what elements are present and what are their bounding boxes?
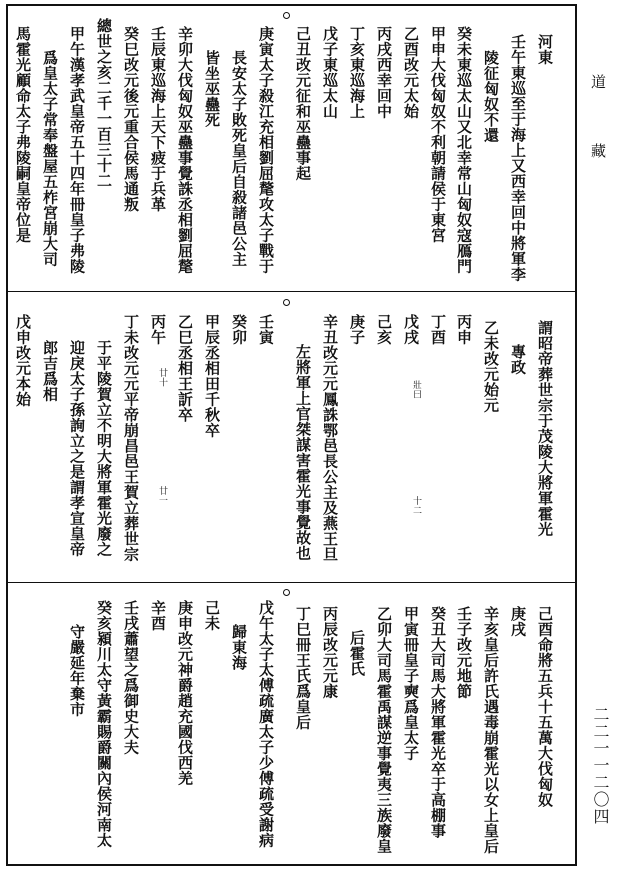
text-column: 丁未改元元平帝崩昌邑王賀立葬世宗 — [122, 314, 140, 562]
text-column: 丁巳冊王氏爲皇后 — [294, 606, 312, 730]
text-column: 癸亥潁川太守黃霸賜爵關內侯河南太 — [95, 600, 113, 848]
text-column: 甲申大伐匈奴不利朝請侯于東宮 — [429, 26, 447, 243]
text-column: 壬子改元地節 — [455, 606, 473, 699]
section-circle-mark — [283, 12, 290, 19]
text-column: 爲皇太子常奉盤屋五柞宮崩大司 — [41, 50, 59, 267]
reign-year-note: 壯曰 — [411, 380, 421, 399]
text-column: 郎吉爲相 — [41, 340, 59, 402]
reign-year-note: 廿十 — [157, 368, 167, 387]
text-column: 癸卯 — [230, 314, 248, 345]
text-column: 戊申改元本始 — [14, 314, 32, 407]
text-column: 辛丑改元元鳳誅鄂邑長公主及燕王旦 — [321, 314, 339, 562]
text-column: 河東 — [536, 34, 554, 65]
text-column: 辛亥皇后許氏遇毒崩霍光以女上皇后 — [482, 606, 500, 854]
text-column: 長安太子敗死皇后自殺諸邑公主 — [230, 50, 248, 267]
text-column: 皆坐巫蠱死 — [203, 50, 221, 128]
reign-year-note: 十二 — [411, 496, 421, 515]
text-column: 丙辰改元元康 — [321, 606, 339, 699]
section-circle-mark — [283, 299, 290, 306]
text-column: 庚申改元神爵趙充國伐西羌 — [176, 600, 194, 786]
panel-divider-1 — [6, 291, 577, 292]
text-column: 己酉命將五兵十五萬大伐匈奴 — [536, 606, 554, 808]
text-column: 丙戌西幸回中 — [375, 26, 393, 119]
section-circle-mark — [283, 589, 290, 596]
text-column: 馬霍光顧命太子弗陵嗣皇帝位是 — [14, 26, 32, 243]
text-column: 戊戌 — [402, 314, 420, 345]
text-column: 壬戌蕭望之爲御史大夫 — [122, 600, 140, 755]
panel-divider-2 — [6, 582, 577, 583]
text-column: 甲午漢孝武皇帝五十四年冊皇子弗陵 — [68, 26, 86, 274]
text-column: 謂昭帝葬世宗于茂陵大將軍霍光 — [536, 320, 554, 537]
text-column: 壬寅 — [257, 314, 275, 345]
text-column: 癸丑大司馬大將軍霍光卒于高棚事 — [429, 606, 447, 839]
text-column: 壬辰東巡海上天下疲于兵革 — [149, 26, 167, 212]
text-column: 辛卯大伐匈奴巫蠱事覺誅丞相劉屈氂 — [176, 26, 194, 274]
text-column: 癸未東巡太山又北幸常山匈奴寇鴈門 — [455, 26, 473, 274]
text-column: 壬午東巡至于海上又西幸回中將軍李 — [509, 34, 527, 282]
text-column: 庚戌 — [509, 606, 527, 637]
text-column: 己丑改元征和巫蠱事起 — [294, 26, 312, 181]
text-column: 庚寅太子殺江充相劉屈氂攻太子戰于 — [257, 26, 275, 274]
text-column: 左將軍上官桀謀害霍光事覺故也 — [294, 344, 312, 561]
text-column: 后霍氏 — [348, 630, 366, 677]
text-column: 戊子東巡太山 — [321, 26, 339, 119]
text-column: 丙申 — [455, 314, 473, 345]
text-column: 辛酉 — [149, 600, 167, 631]
text-column: 癸巳改元後元重合侯馬通叛 — [122, 26, 140, 212]
text-column: 戊午太子太傅疏廣太子少傅疏受謝病 — [257, 600, 275, 848]
text-column: 乙卯大司馬霍禹謀逆事覺夷三族廢皇 — [375, 606, 393, 854]
text-column: 庚子 — [348, 314, 366, 345]
text-column: 乙酉改元太始 — [402, 26, 420, 119]
text-column: 守嚴延年棄市 — [68, 624, 86, 717]
text-column: 乙巳丞相王訢卒 — [176, 314, 194, 423]
text-column: 己未 — [203, 600, 221, 631]
text-column: 甲寅冊皇子奭爲皇太子 — [402, 606, 420, 761]
book-title: 道 藏 — [589, 74, 607, 176]
text-column: 歸東海 — [230, 624, 248, 671]
text-column: 迎戾太子孫詢立之是謂孝宣皇帝 — [68, 340, 86, 557]
text-column: 丁亥東巡海上 — [348, 26, 366, 119]
text-column: 于平陵賀立不明大將軍霍光廢之 — [95, 340, 113, 557]
text-column: 總世之亥二千一百三十二 — [95, 18, 113, 189]
reign-year-note: 廿一 — [157, 486, 167, 505]
text-column: 專政 — [509, 344, 527, 375]
page-number: 二二一一二〇四 — [591, 706, 610, 825]
text-column: 丁酉 — [429, 314, 447, 345]
text-column: 丙午 — [149, 314, 167, 345]
text-column: 陵征匈奴不還 — [482, 50, 500, 143]
text-column: 己亥 — [375, 314, 393, 345]
text-column: 甲辰丞相田千秋卒 — [203, 314, 221, 438]
text-column: 乙未改元始元 — [482, 320, 500, 413]
